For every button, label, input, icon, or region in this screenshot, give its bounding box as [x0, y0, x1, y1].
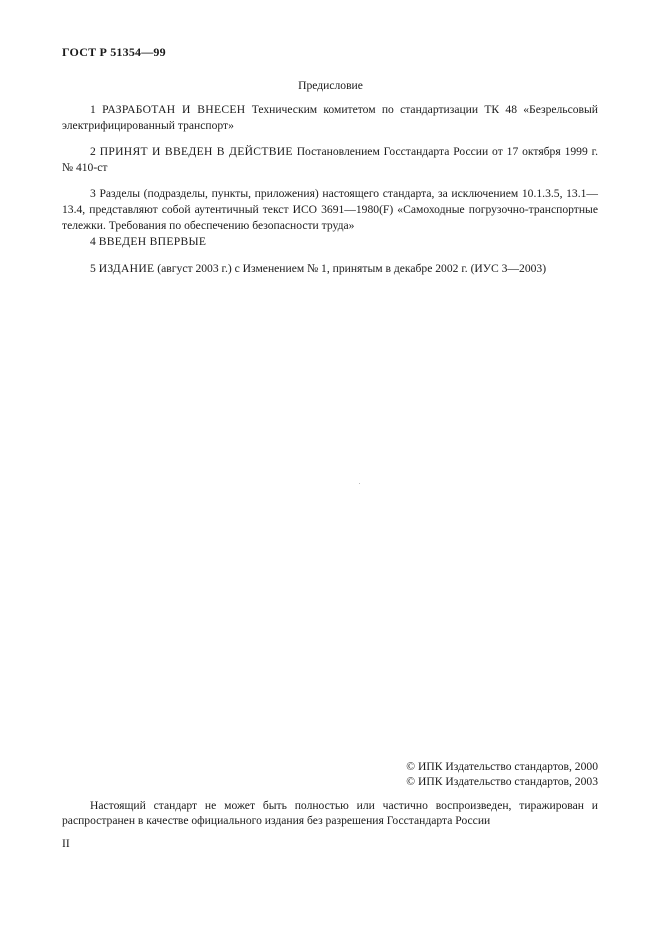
- section-title: Предисловие: [298, 79, 363, 92]
- item-number: 4: [90, 235, 96, 248]
- item-text: Постановлением Госстандарта России от 17 октября 1999 г. № 410-ст: [62, 145, 598, 174]
- foreword-item-3: [62, 186, 598, 234]
- copyright-block: [406, 759, 598, 789]
- item-lead: ПРИНЯТ И ВВЕДЕН В ДЕЙСТВИЕ: [99, 145, 293, 158]
- item-text: (август 2003 г.) с Изменением № 1, принятым в декабре 2002 г. (ИУС 3—2003): [157, 262, 547, 275]
- foreword-item-4: [62, 234, 598, 250]
- item-number: 2: [90, 145, 96, 158]
- item-text: Разделы (подразделы, пункты, приложения) настоящего стандарта, за исключением 10.1.3.5, 13.1—13.4, представляют собой аутентичный текст ИСО 3691—1980(F) «Самоходные погрузочно-транспортные тележки. Требования по обеспечению безопасности труда»: [62, 187, 598, 232]
- foreword-item-2: [62, 144, 598, 176]
- scan-speck: [359, 483, 360, 484]
- document-code: ГОСТ Р 51354—99: [62, 45, 166, 59]
- item-lead: ВВЕДЕН ВПЕРВЫЕ: [98, 235, 207, 248]
- copyright-line-2000: © ИПК Издательство стандартов, 2000: [406, 760, 598, 773]
- item-number: 3: [90, 187, 96, 200]
- item-number: 1: [90, 103, 96, 116]
- item-lead: РАЗРАБОТАН И ВНЕСЕН: [102, 103, 246, 116]
- foreword-item-1: [62, 102, 598, 134]
- item-number: 5: [90, 262, 96, 275]
- item-lead: ИЗДАНИЕ: [98, 262, 155, 275]
- reproduction-notice: Настоящий стандарт не может быть полностью или частично воспроизведен, тиражирован и распространен в качестве официального издания без разрешения Госстандарта России: [62, 799, 598, 827]
- page-number: II: [62, 837, 70, 850]
- foreword-item-5: [62, 261, 598, 277]
- item-text: Техническим комитетом по стандартизации ТК 48 «Безрельсовый электрифицированный транспорт»: [62, 103, 599, 132]
- copyright-line-2003: © ИПК Издательство стандартов, 2003: [406, 775, 598, 788]
